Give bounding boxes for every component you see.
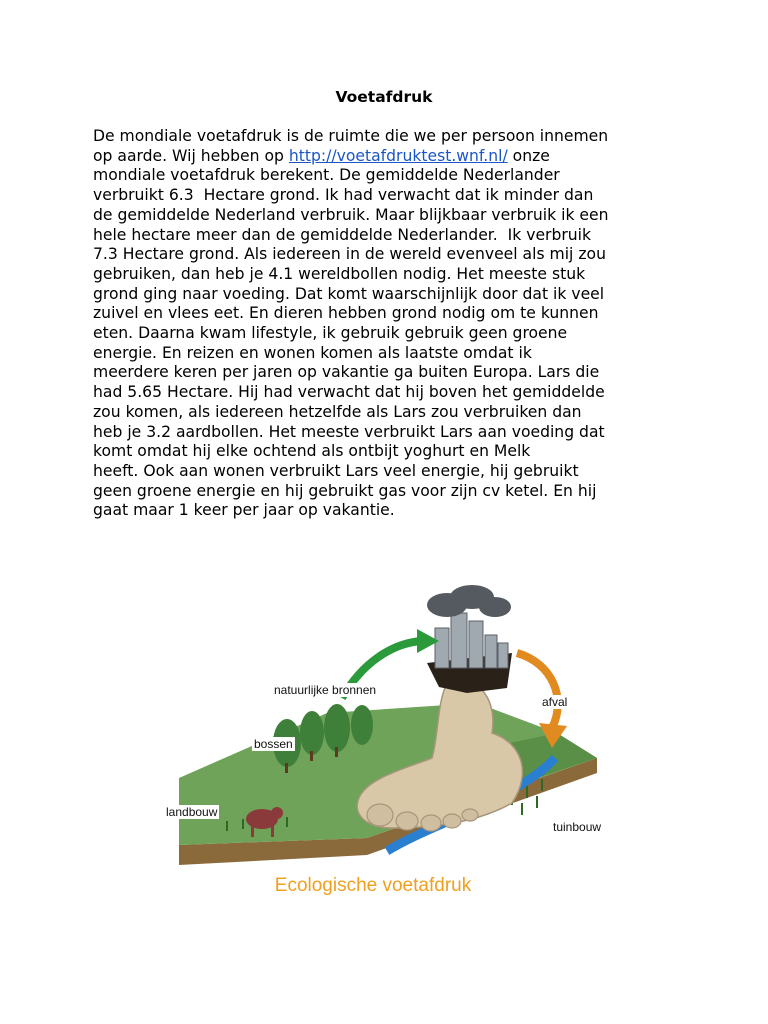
wnf-footprint-test-link[interactable]: http://voetafdruktest.wnf.nl/ xyxy=(288,146,508,165)
paragraph-line: heeft. Ook aan wonen verbruikt Lars veel energie, hij gebruikt xyxy=(93,461,579,480)
paragraph-line: meerdere keren per jaren op vakantie ga buiten Europa. Lars die xyxy=(93,363,600,382)
paragraph-text: op aarde. Wij hebben op xyxy=(93,146,289,165)
smoke-cloud xyxy=(427,585,511,617)
paragraph-line: gebruiken, dan heb je 4.1 wereldbollen nodig. Het meeste stuk xyxy=(93,264,586,283)
paragraph-line: geen groene energie en hij gebruikt gas voor zijn cv ketel. En hij xyxy=(93,481,597,500)
paragraph-line: 7.3 Hectare grond. Als iedereen in de wereld evenveel als mij zou xyxy=(93,245,606,264)
figure-caption: Ecologische voetafdruk xyxy=(274,875,472,896)
paragraph-line-with-link xyxy=(93,147,673,167)
paragraph-line: eten. Daarna kwam lifestyle, ik gebruik gebruik geen groene xyxy=(93,324,568,343)
orange-arrow xyxy=(517,653,558,728)
label-horticulture: tuinbouw xyxy=(553,820,602,834)
label-waste: afval xyxy=(542,695,568,709)
paragraph-line: hele hectare meer dan de gemiddelde Nederlander. Ik verbruik xyxy=(93,225,592,244)
paragraph-line: had 5.65 Hectare. Hij had verwacht dat hij boven het gemiddelde xyxy=(93,383,605,402)
label-forests: bossen xyxy=(254,737,293,751)
paragraph-line: de gemiddelde Nederland verbruik. Maar blijkbaar verbruik ik een xyxy=(93,205,609,224)
paragraph-line: mondiale voetafdruk berekent. De gemiddelde Nederlander xyxy=(93,166,560,185)
paragraph-line: gaat maar 1 keer per jaar op vakantie. xyxy=(93,501,395,520)
document-title: Voetafdruk xyxy=(335,88,433,106)
label-natural-resources: natuurlijke bronnen xyxy=(274,683,377,697)
city-buildings xyxy=(435,613,508,668)
label-agriculture: landbouw xyxy=(166,805,218,819)
paragraph-line: zou komen, als iedereen hetzelfde als Lars zou verbruiken dan xyxy=(93,402,582,421)
paragraph-line: energie. En reizen en wonen komen als laatste omdat ik xyxy=(93,343,532,362)
paragraph-line: De mondiale voetafdruk is de ruimte die we per persoon innemen xyxy=(93,127,609,145)
body-paragraph xyxy=(93,127,673,521)
paragraph-line: grond ging naar voeding. Dat komt waarschijnlijk door dat ik veel xyxy=(93,284,605,303)
ecological-footprint-illustration xyxy=(166,583,615,900)
paragraph-line: komt omdat hij elke ochtend als ontbijt yoghurt en Melk xyxy=(93,442,531,461)
footprint-illustration-graphic xyxy=(177,583,615,873)
paragraph-line: zuivel en vlees eet. En dieren hebben grond nodig om te kunnen xyxy=(93,304,599,323)
paragraph-text: onze xyxy=(507,146,550,165)
paragraph-line: verbruikt 6.3 Hectare grond. Ik had verwacht dat ik minder dan xyxy=(93,186,594,205)
paragraph-line: heb je 3.2 aardbollen. Het meeste verbruikt Lars aan voeding dat xyxy=(93,422,605,441)
